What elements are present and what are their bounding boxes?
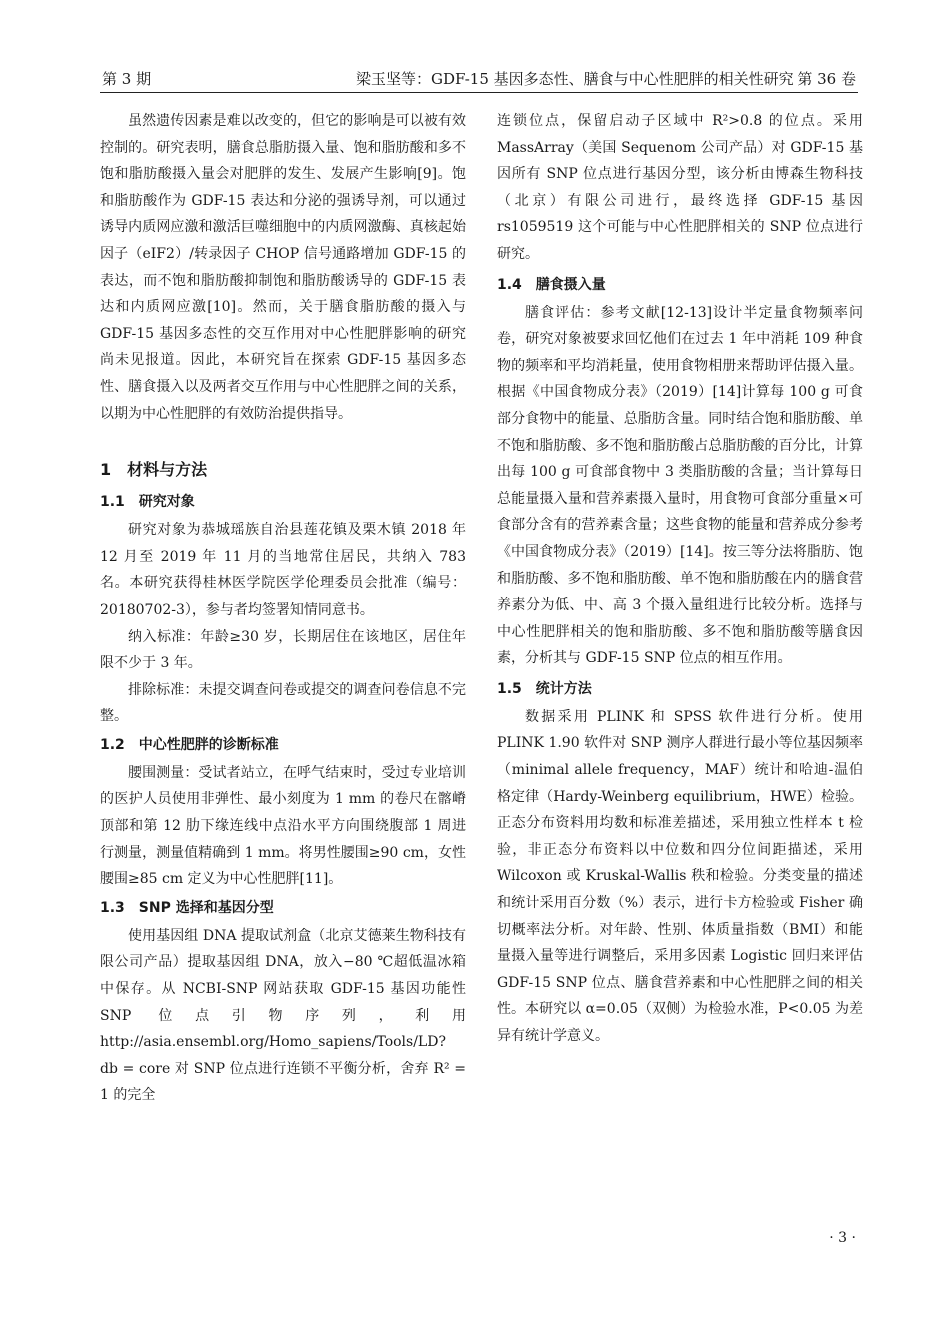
right-column: [497, 108, 863, 1050]
running-title: 梁玉坚等：GDF-15 基因多态性、膳食与中心性肥胖的相关性研究: [356, 70, 794, 88]
subsection-heading-statistics: 1.5 统计方法: [497, 680, 592, 697]
page-number: · 3 ·: [829, 1230, 856, 1246]
snp-paragraph-continued: 连锁位点，保留启动子区域中 R²>0.8 的位点。采用 MassArray（美国 Sequenom 公司产品）对 GDF-15 基因所有 SNP 位点进行基因分型，该分析由博森生物科技（北京）有限公司进行，最终选择 GDF-15 基因 rs1059519 这个可能与中心性肥胖相关的 SNP 位点进行研究。: [497, 113, 863, 262]
subjects-paragraph: 研究对象为恭城瑶族自治县莲花镇及栗木镇 2018 年 12 月至 2019 年 11 月的当地常住居民，共纳入 783 名。本研究获得桂林医学院医学伦理委员会批准（编号：20180702-3），参与者均签署知情同意书。: [100, 522, 466, 618]
snp-paragraph: 使用基因组 DNA 提取试剂盒（北京艾德莱生物科技有限公司产品）提取基因组 DNA，放入−80 ℃超低温冰箱中保存。从 NCBI-SNP 网站获取 GDF-15 基因功能性 SNP 位点引物序列，利用 http://asia.ensembl.org/Homo_sapiens/Tools/LD? db = core 对 SNP 位点进行连锁不平衡分析，舍弃 R² = 1 的完全: [100, 927, 466, 1104]
section-heading-methods: 1 材料与方法: [100, 460, 208, 480]
volume-label: 第 36 卷: [797, 70, 856, 88]
subsection-heading-snp: 1.3 SNP 选择和基因分型: [100, 899, 274, 916]
intro-paragraph: 虽然遗传因素是难以改变的，但它的影响是可以被有效控制的。研究表明，膳食总脂肪摄入量、饱和脂肪酸和多不饱和脂肪酸摄入量会对肥胖的发生、发展产生影响[9]。饱和脂肪酸作为 GDF-15 表达和分泌的强诱导剂，可以通过诱导内质网应激和激活巨噬细胞中的内质网激酶、真核起始因子（eIF2）/转录因子 CHOP 信号通路增加 GDF-15 的表达，而不饱和脂肪酸抑制饱和脂肪酸诱导的 GDF-15 表达和内质网应激[10]。然而，关于膳食脂肪酸的摄入与 GDF-15 基因多态性的交互作用对中心性肥胖影响的研究尚未见报道。因此，本研究旨在探索 GDF-15 基因多态性、膳食摄入以及两者交互作用与中心性肥胖之间的关系，以期为中心性肥胖的有效防治提供指导。: [100, 113, 466, 422]
diagnosis-paragraph: 腰围测量：受试者站立，在呼气结束时，受过专业培训的医护人员使用非弹性、最小刻度为 1 mm 的卷尺在髂嵴顶部和第 12 肋下缘连线中点沿水平方向围绕腹部 1 周进行测量，测量值精确到 1 mm。将男性腰围≥90 cm，女性腰围≥85 cm 定义为中心性肥胖[11]。: [100, 764, 466, 888]
statistics-paragraph: 数据采用 PLINK 和 SPSS 软件进行分析。使用 PLINK 1.90 软件对 SNP 测序人群进行最小等位基因频率（minimal allele frequency，MAF）统计和哈迪-温伯格定律（Hardy-Weinberg equilibrium，HWE）检验。正态分布资料用均数和标准差描述，采用独立性样本 t 检验，非正态分布资料以中位数和四分位间距描述，采用 Wilcoxon 或 Kruskal-Wallis 秩和检验。分类变量的描述和统计采用百分数（%）表示，进行卡方检验或 Fisher 确切概率法分析。对年龄、性别、体质量指数（BMI）和能量摄入量等进行调整后，采用多因素 Logistic 回归来评估 GDF-15 SNP 位点、膳食营养素和中心性肥胖之间的相关性。本研究以 α=0.05（双侧）为检验水准，P<0.05 为差异有统计学意义。: [497, 708, 863, 1044]
exclusion-paragraph: 排除标准：未提交调查问卷或提交的调查问卷信息不完整。: [100, 681, 466, 725]
inclusion-paragraph: 纳入标准：年龄≥30 岁，长期居住在该地区，居住年限不少于 3 年。: [100, 628, 466, 672]
diet-paragraph: 膳食评估：参考文献[12-13]设计半定量食物频率问卷，研究对象被要求回忆他们在过去 1 年中消耗 109 种食物的频率和平均消耗量，使用食物相册来帮助评估摄入量。根据《中国食物成分表》（2019）[14]计算每 100 g 可食部分食物中的能量、总脂肪含量。同时结合饱和脂肪酸、单不饱和脂肪酸、多不饱和脂肪酸占总脂肪酸的百分比，计算出每 100 g 可食部食物中 3 类脂肪酸的含量；当计算每日总能量摄入量和营养素摄入量时，用食物可食部分重量×可食部分含有的营养素含量；这些食物的能量和营养成分参考《中国食物成分表》（2019）[14]。按三等分法将脂肪、饱和脂肪酸、多不饱和脂肪酸、单不饱和脂肪酸在内的膳食营养素分为低、中、高 3 个摄入量组进行比较分析。选择与中心性肥胖相关的饱和脂肪酸、多不饱和脂肪酸等膳食因素，分析其与 GDF-15 SNP 位点的相互作用。: [497, 304, 863, 667]
subsection-heading-subjects: 1.1 研究对象: [100, 494, 195, 511]
running-header: [100, 62, 858, 93]
left-column: [100, 108, 466, 1109]
issue-label: 第 3 期: [102, 70, 152, 88]
subsection-heading-diagnosis: 1.2 中心性肥胖的诊断标准: [100, 736, 279, 753]
subsection-heading-diet: 1.4 膳食摄入量: [497, 276, 606, 293]
